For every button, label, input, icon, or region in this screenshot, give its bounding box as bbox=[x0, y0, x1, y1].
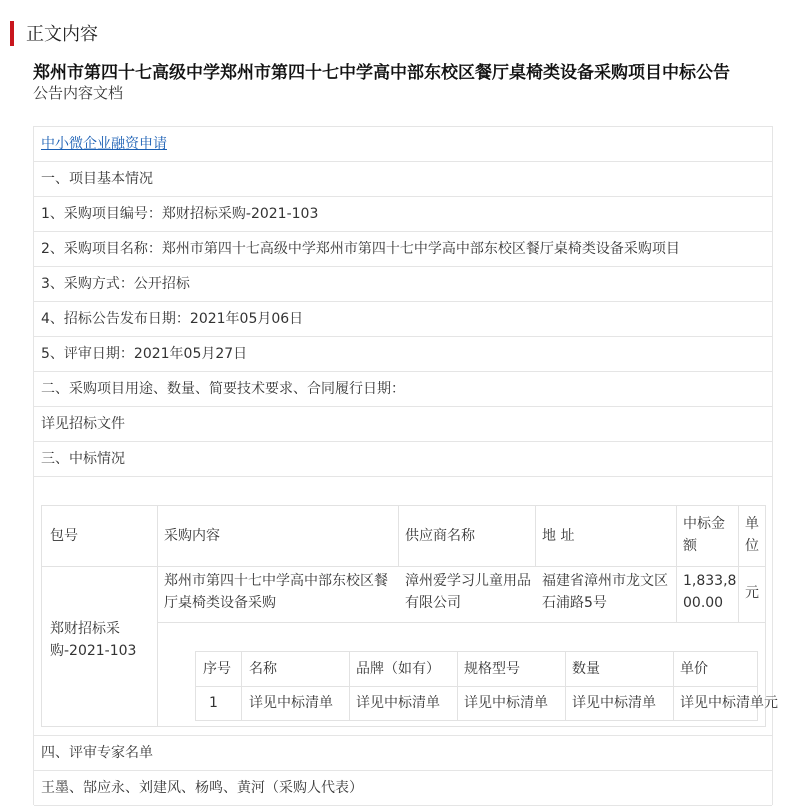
line-see-documents: 详见招标文件 bbox=[34, 407, 772, 442]
award-header-amount: 中标金额 bbox=[683, 516, 725, 554]
award-supplier: 漳州爱学习儿童用品有限公司 bbox=[405, 573, 531, 611]
notice-subtitle: 公告内容文档 bbox=[33, 84, 124, 102]
line-review-date: 5、评审日期：2021年05月27日 bbox=[34, 337, 772, 372]
award-package-number: 郑财招标采购-2021-103 bbox=[50, 621, 137, 659]
award-table bbox=[41, 505, 778, 727]
section-label: 正文内容 bbox=[26, 24, 98, 45]
line-section-four-title: 四、评审专家名单 bbox=[34, 736, 772, 771]
section-accent-bar bbox=[10, 21, 14, 46]
items-header-brand: 品牌（如有） bbox=[356, 661, 440, 677]
line-section-three-title: 三、中标情况 bbox=[34, 442, 772, 477]
line-project-number: 1、采购项目编号：郑财招标采购-2021-103 bbox=[34, 197, 772, 232]
items-cell-name: 详见中标清单 bbox=[249, 695, 333, 711]
finance-link[interactable]: 中小微企业融资申请 bbox=[41, 136, 167, 152]
items-cell-index: 1 bbox=[209, 695, 218, 711]
items-header-unit-price: 单价 bbox=[680, 661, 708, 677]
award-unit: 元 bbox=[745, 585, 759, 601]
line-project-basics: 一、项目基本情况 bbox=[34, 162, 772, 197]
line-project-name: 2、采购项目名称：郑州市第四十七高级中学郑州市第四十七中学高中部东校区餐厅桌椅类设备采购项目 bbox=[34, 232, 772, 267]
award-header-supplier: 供应商名称 bbox=[405, 528, 475, 544]
finance-link-row bbox=[34, 127, 772, 162]
items-header-spec: 规格型号 bbox=[464, 661, 520, 677]
award-content: 郑州市第四十七中学高中部东校区餐厅桌椅类设备采购 bbox=[164, 573, 388, 611]
section-header bbox=[10, 20, 98, 46]
award-amount: 1,833,800.00 bbox=[683, 573, 737, 611]
items-cell-unit-price: 详见中标清单元 bbox=[680, 695, 778, 711]
line-publish-date: 4、招标公告发布日期：2021年05月06日 bbox=[34, 302, 772, 337]
content-box bbox=[33, 126, 778, 805]
line-section-two-title: 二、采购项目用途、数量、简要技术要求、合同履行日期： bbox=[34, 372, 772, 407]
award-header-address: 地 址 bbox=[542, 528, 575, 544]
award-header-package: 包号 bbox=[50, 528, 78, 544]
items-header-name: 名称 bbox=[249, 661, 277, 677]
award-address: 福建省漳州市龙文区石浦路5号 bbox=[542, 573, 668, 611]
line-procurement-method: 3、采购方式：公开招标 bbox=[34, 267, 772, 302]
line-expert-list: 王墨、郜应永、刘建风、杨鸣、黄河（采购人代表） bbox=[34, 771, 772, 806]
items-cell-brand: 详见中标清单 bbox=[356, 695, 440, 711]
items-header-quantity: 数量 bbox=[572, 661, 600, 677]
items-table bbox=[195, 651, 778, 721]
items-header-index: 序号 bbox=[203, 661, 231, 677]
items-cell-spec: 详见中标清单 bbox=[464, 695, 548, 711]
items-cell-quantity: 详见中标清单 bbox=[572, 695, 656, 711]
award-header-unit: 单位 bbox=[745, 516, 759, 554]
award-header-content: 采购内容 bbox=[164, 528, 220, 544]
notice-title: 郑州市第四十七高级中学郑州市第四十七中学高中部东校区餐厅桌椅类设备采购项目中标公告 bbox=[33, 63, 730, 83]
